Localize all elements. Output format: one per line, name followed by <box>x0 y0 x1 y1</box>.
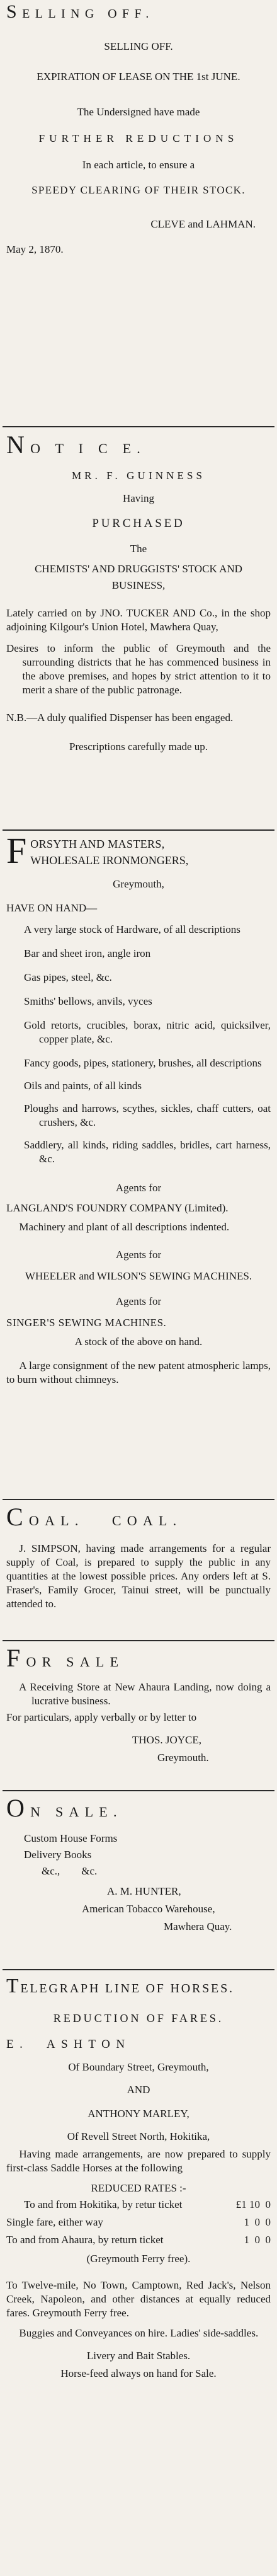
expiration-line: EXPIRATION OF LEASE ON THE 1st JUNE. <box>37 71 240 83</box>
singer: SINGER'S SEWING MACHINES. <box>6 1317 167 1329</box>
fare-amount: 1 0 0 <box>244 2216 271 2228</box>
divider <box>3 829 274 831</box>
notice-cap: N <box>6 430 31 459</box>
machinery: Machinery and plant of all descriptions indented. <box>19 1221 230 1233</box>
on-sale-cap: O <box>6 1794 31 1822</box>
notice-lately: Lately carried on by JNO. TUCKER AND Co., in the shop adjoining Kilgour's Union Hotel, Mawhera Quay, <box>6 607 271 633</box>
and-line: AND <box>127 2084 150 2096</box>
stock-on-hand: A stock of the above on hand. <box>74 1336 203 1348</box>
on-sale-line: &c., &c. <box>42 1865 98 1877</box>
for-sale-name: THOS. JOYCE, <box>132 1734 202 1746</box>
notice-business: CHEMISTS' AND DRUGGISTS' STOCK AND BUSINESS, <box>35 563 242 591</box>
on-sale-line: Mawhera Quay. <box>164 1920 232 1932</box>
selling-off-sub: SELLING OFF. <box>104 40 173 52</box>
on-sale-line: Custom House Forms <box>24 1832 118 1844</box>
undersigned-line: The Undersigned have made <box>77 106 200 118</box>
reduced-rates: REDUCED RATES :- <box>91 2182 186 2194</box>
forsyth-cap: F <box>6 830 27 871</box>
for-sale-body1: A Receiving Store at New Ahaura Landing, now doing a lucrative business. <box>19 1681 271 1707</box>
each-article-line: In each article, to ensure a <box>82 159 195 171</box>
fare-label: To and from Hokitika, by retur ticket <box>24 2198 183 2210</box>
selling-off-cap: S <box>6 1 23 22</box>
forsyth-item: Ploughs and harrows, scythes, sickles, chaff cutters, oat crushers, &c. <box>24 1102 271 1128</box>
speedy-clearing: SPEEDY CLEARING OF THEIR STOCK. <box>31 184 246 196</box>
selling-off-heading <box>6 1 271 25</box>
forsyth-item: Smiths' bellows, anvils, vyces <box>24 995 152 1007</box>
boundary-street: Of Boundary Street, Greymouth, <box>68 2061 209 2073</box>
on-sale-title: N SALE. <box>30 1804 123 1820</box>
fare-row <box>6 2215 271 2229</box>
forsyth-sub: WHOLESALE IRONMONGERS, <box>30 854 189 867</box>
lamps: A large consignment of the new patent atmospheric lamps, to burn without chimneys. <box>6 1360 271 1385</box>
notice-desires: Desires to inform the public of Greymouth and the surrounding districts that he has commenced business in the above premises, and hopes by strict attention to it to merit a share of the public patronage. <box>6 642 271 696</box>
for-sale-heading <box>6 1645 271 1675</box>
for-sale-body2: For particulars, apply verbally or by letter to <box>6 1711 197 1723</box>
divider <box>3 1790 274 1791</box>
ashton-line <box>6 2038 271 2052</box>
fare-amount: £1 10 0 <box>235 2198 271 2210</box>
forsyth-item: Fancy goods, pipes, stationery, brushes, all descriptions <box>24 1057 262 1069</box>
forsyth-ad <box>6 830 271 1387</box>
for-sale-title: OR SALE <box>26 1654 125 1670</box>
fare-amount: 1 0 0 <box>244 2234 271 2246</box>
notice-ad <box>6 431 271 754</box>
telegraph-cap: T <box>6 1974 21 1997</box>
notice-having: Having <box>122 492 155 504</box>
for-sale-town: Greymouth. <box>157 1752 209 1764</box>
twelve-mile: To Twelve-mile, No Town, Camptown, Red Jack's, Nelson Creek, Napoleon, and other distances at equally reduced fares. Greymouth Ferry free. <box>6 2279 271 2319</box>
agents-for-1: Agents for <box>115 1182 162 1194</box>
selling-off-ad <box>6 1 271 257</box>
coal-body: J. SIMPSON, having made arrangements for a regular supply of Coal, is prepared to supply the public in any quantities at the lowest possible prices. Any orders left at S. Fraser's, Family Grocer, Tainui street, will be punctually attended to. <box>6 1542 271 1610</box>
notice-heading-rest: O T I C E. <box>30 441 147 456</box>
on-sale-line: Delivery Books <box>24 1849 92 1861</box>
for-sale-ad <box>6 1645 271 1765</box>
forsyth-heading <box>6 830 271 871</box>
forsyth-item: Bar and sheet iron, angle iron <box>24 947 151 959</box>
revell-street: Of Revell Street North, Hokitika, <box>67 2130 210 2142</box>
fare-row <box>6 2233 271 2247</box>
fare-label: To and from Ahaura, by return ticket <box>6 2234 164 2246</box>
forsyth-item: A very large stock of Hardware, of all descriptions <box>24 923 240 935</box>
agents-for-3: Agents for <box>115 1295 162 1307</box>
fare-label: Single fare, either way <box>6 2216 103 2228</box>
marley-name: ANTHONY MARLEY, <box>88 2108 189 2120</box>
agents-for-2: Agents for <box>115 1249 162 1261</box>
coal-ad <box>6 1504 271 1611</box>
forsyth-item: Oils and paints, of all kinds <box>24 1080 142 1092</box>
selling-off-date: May 2, 1870. <box>6 243 64 255</box>
livery: Livery and Bait Stables. <box>86 2350 191 2362</box>
forsyth-title: ORSYTH AND MASTERS, <box>30 838 165 850</box>
forsyth-item: Gas pipes, steel, &c. <box>24 971 112 983</box>
telegraph-ad <box>6 1974 271 2381</box>
on-sale-name: A. M. HUNTER, <box>107 1885 181 1897</box>
forsyth-have: HAVE ON HAND— <box>6 902 98 914</box>
forsyth-item: Saddlery, all kinds, riding saddles, bridles, cart harness, &c. <box>24 1139 271 1165</box>
forsyth-town: Greymouth, <box>113 878 164 890</box>
divider <box>3 1640 274 1641</box>
horse-feed: Horse-feed always on hand for Sale. <box>60 2367 217 2379</box>
notice-heading <box>6 431 271 463</box>
fare-row <box>6 2198 271 2212</box>
telegraph-title: ELEGRAPH LINE OF HORSES. <box>20 1982 234 1996</box>
selling-off-heading-rest: ELLING OFF. <box>22 7 154 21</box>
notice-name: MR. F. GUINNESS <box>71 470 206 482</box>
buggies: Buggies and Conveyances on hire. Ladies' side-saddles. <box>19 2327 259 2339</box>
wheeler: WHEELER and WILSON'S SEWING MACHINES. <box>25 1270 252 1282</box>
for-sale-cap: F <box>6 1644 26 1672</box>
notice-nb: N.B.—A duly qualified Dispenser has been engaged. <box>6 712 234 724</box>
langland: LANGLAND'S FOUNDRY COMPANY (Limited). <box>6 1202 229 1214</box>
divider <box>3 426 274 427</box>
divider <box>3 1969 274 1970</box>
coal-cap: C <box>6 1503 29 1531</box>
coal-heading <box>6 1504 271 1534</box>
notice-prescriptions: Prescriptions carefully made up. <box>69 741 208 753</box>
telegraph-heading <box>6 1974 271 2000</box>
having-arrangements: Having made arrangements, are now prepared to supply first-class Saddle Horses at the following <box>6 2148 271 2174</box>
on-sale-line: American Tobacco Warehouse, <box>82 1903 215 1915</box>
notice-purchased: PURCHASED <box>92 517 185 530</box>
on-sale-heading <box>6 1795 271 1825</box>
ashton-initial: E. <box>6 2038 29 2051</box>
forsyth-item: Gold retorts, crucibles, borax, nitric acid, quicksilver, copper plate, &c. <box>24 1019 271 1045</box>
firm-name: CLEVE and LAHMAN. <box>150 218 256 230</box>
reduction-of-fares: REDUCTION OF FARES. <box>53 2012 224 2024</box>
ferry-free: (Greymouth Ferry free). <box>86 2253 191 2265</box>
ashton-name: ASHTON <box>46 2038 131 2051</box>
further-reductions: FURTHER REDUCTIONS <box>38 132 239 144</box>
notice-the: The <box>130 543 147 555</box>
divider <box>3 1499 274 1500</box>
on-sale-ad <box>6 1795 271 1934</box>
coal-title: OAL. COAL. <box>28 1513 183 1528</box>
